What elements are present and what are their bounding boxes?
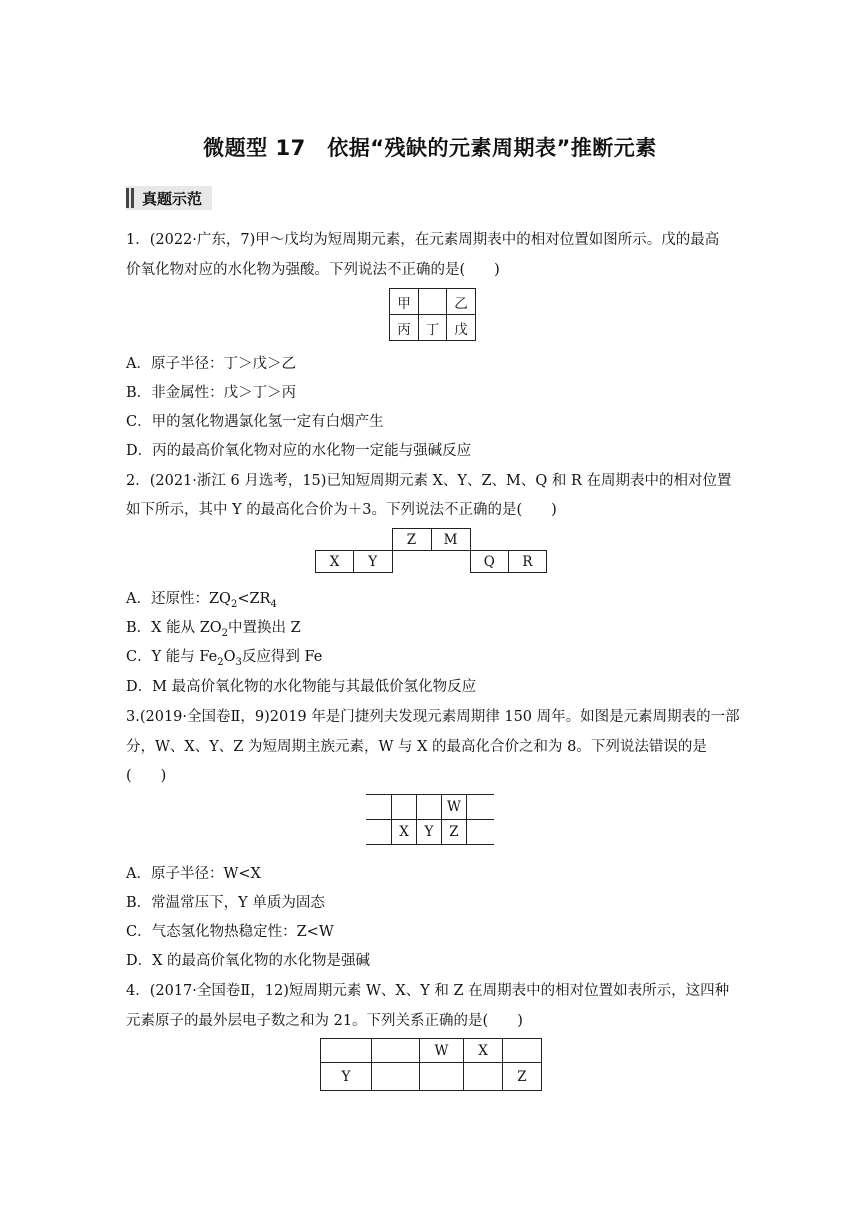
- q3-option-d: D．X 的最高价氧化物的水化物是强碱: [126, 953, 371, 969]
- q1-option-d: D．丙的最高价氧化物对应的水化物一定能与强碱反应: [126, 443, 472, 459]
- q3-cell: Z: [442, 820, 467, 845]
- q1-periodic-table: [389, 288, 476, 341]
- section-bar-decor: [131, 188, 134, 208]
- q1-stem-line1: 1．(2022·广东，7)甲～戊均为短周期元素，在元素周期表中的相对位置如图所示。戊的最高: [126, 232, 720, 248]
- q3-cell: W: [442, 795, 467, 820]
- q2-stem-line2: 如下所示，其中 Y 的最高化合价为＋3。下列说法不正确的是( ): [126, 502, 557, 518]
- section-label: 真题示范: [142, 189, 203, 208]
- section-header: [126, 186, 212, 210]
- q2-option-a: A．还原性：$ZQ_2<ZR_4$: [126, 591, 277, 610]
- q1-option-c: C．甲的氢化物遇氯化氢一定有白烟产生: [126, 414, 384, 430]
- q2-periodic-table: [315, 528, 547, 573]
- q2-cell: Z: [392, 529, 431, 551]
- q2-option-b: B．X 能从 $ZO_2$中置换出 Z: [126, 620, 301, 639]
- section-bar-decor: [126, 188, 129, 208]
- q3-option-c: C．气态氢化物热稳定性：Z<W: [126, 924, 334, 940]
- q1-option-b: B．非金属性：戊＞丁＞丙: [126, 385, 297, 401]
- q4-cell: [464, 1063, 503, 1091]
- q3-cell: [392, 795, 417, 820]
- q1-stem-line2: 价氧化物对应的水化物为强酸。下列说法不正确的是( ): [126, 262, 500, 278]
- q3-cell: X: [392, 820, 417, 845]
- q2-stem-line1: 2．(2021·浙江 6 月选考，15)已知短周期元素 X、Y、Z、M、Q 和 R 在周期表中的相对位置: [126, 473, 732, 489]
- q3-cell: [417, 795, 442, 820]
- q4-cell: [321, 1039, 372, 1063]
- q3-option-b: B．常温常压下，Y 单质为固态: [126, 895, 325, 911]
- q4-cell: Z: [503, 1063, 542, 1091]
- q3-cell: [366, 795, 392, 820]
- q4-cell: W: [420, 1039, 464, 1063]
- q1-cell: 丁: [419, 315, 447, 341]
- q1-option-a: A．原子半径：丁＞戊＞乙: [126, 356, 296, 372]
- q1-cell: 甲: [390, 289, 419, 315]
- q1-cell: 丙: [390, 315, 419, 341]
- q4-stem-line2: 元素原子的最外层电子数之和为 21。下列关系正确的是( ): [126, 1013, 523, 1029]
- q3-option-a: A．原子半径：W<X: [126, 866, 261, 882]
- q2-option-c: C．Y 能与 $Fe_2O_3$反应得到 Fe: [126, 649, 323, 668]
- q4-cell: [372, 1039, 420, 1063]
- q3-periodic-table: [366, 794, 494, 845]
- q1-cell: 乙: [447, 289, 476, 315]
- q3-stem-line3: ( ): [126, 768, 167, 784]
- q3-cell: Y: [417, 820, 442, 845]
- q2-cell: Q: [470, 551, 509, 573]
- q4-cell: Y: [321, 1063, 372, 1091]
- q3-stem-line2: 分，W、X、Y、Z 为短周期主族元素，W 与 X 的最高化合价之和为 8。下列说法错误的是: [126, 739, 707, 755]
- q4-periodic-table: [320, 1038, 542, 1091]
- q4-stem-line1: 4．(2017·全国卷Ⅱ，12)短周期元素 W、X、Y 和 Z 在周期表中的相对位置如表所示，这四种: [126, 983, 730, 999]
- q1-cell: [419, 289, 447, 315]
- q3-cell: [366, 820, 392, 845]
- q1-cell: 戊: [447, 315, 476, 341]
- q2-cell: M: [431, 529, 470, 551]
- page-title: 微题型 17 依据“残缺的元素周期表”推断元素: [203, 136, 657, 160]
- q3-cell: [467, 820, 495, 845]
- q4-cell: [503, 1039, 542, 1063]
- q3-cell: [467, 795, 495, 820]
- q2-option-d: D．M 最高价氧化物的水化物能与其最低价氢化物反应: [126, 679, 477, 695]
- q2-cell: R: [509, 551, 547, 573]
- q2-cell: Y: [354, 551, 393, 573]
- q4-cell: [420, 1063, 464, 1091]
- q4-cell: [372, 1063, 420, 1091]
- q2-cell: X: [316, 551, 354, 573]
- q4-cell: X: [464, 1039, 503, 1063]
- q3-stem-line1: 3.(2019·全国卷Ⅱ，9)2019 年是门捷列夫发现元素周期律 150 周年。如图是元素周期表的一部: [126, 709, 740, 725]
